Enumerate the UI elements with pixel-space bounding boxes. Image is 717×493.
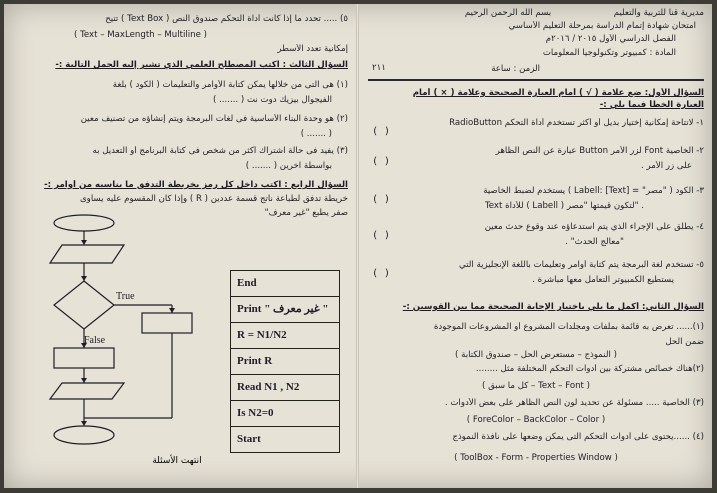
q1-item (368, 146, 704, 171)
answer-mark: ( ) (372, 156, 391, 167)
q2-item (368, 432, 704, 463)
q1-title-2: العبارة الخطأ فيما يلي :- (599, 100, 704, 110)
flow-start-terminal (54, 215, 114, 231)
page-fold (356, 4, 359, 488)
flow-output-parallelogram (50, 383, 124, 399)
exam-term: الفصل الدراسي الأول ٢٠١٥ / ٢٠١٦م (545, 34, 676, 44)
exam-time: الزمن : ساعة (491, 64, 540, 74)
q3-item-text: ( ....... ) (300, 128, 332, 139)
q3-title: السؤال الثالث : اكتب المصطلح العلمي الذي تشير إليه الجمل التالية :- (55, 60, 348, 70)
flow-decision-diamond (54, 281, 114, 329)
q1-item-text: ٢- الخاصية Font لزر الأمر Button عبارة عن النص الظاهر (495, 146, 704, 156)
table-row: R = N1/N2 (231, 323, 339, 349)
flow-end-terminal (54, 426, 114, 444)
q1-item-text: ١- لاتتاحة إمكانية إختيار بديل أو أكثر تستخدم أداة التحكم RadioButton (449, 118, 704, 128)
q2-options: ( النموذج – مستعرض الحل – صندوق الكتابة ) (455, 350, 617, 361)
q3-item (12, 146, 348, 171)
q4-line1: خريطة تدفق لطباعة ناتج قسمة عددين ( R ) وإذا كان المقسوم عليه يساوى (79, 194, 348, 204)
table-row: Print " غير معرف " (231, 297, 339, 323)
q2-item-text: (٣) الخاصية ..... مسئولة عن تحديد لون النص الظاهر على بعض الأدوات . (444, 398, 704, 408)
q2-item (368, 398, 704, 425)
q3-item-text: (٢) هو وحدة البناء الأساسية فى لغات البرمجة ويتم إنشاؤه من تصنيف معين (80, 114, 348, 124)
item5-line2: إمكانية تعدد الأسطر (277, 44, 348, 54)
q4-title: السؤال الرابع : اكتب داخل كل رمز بخريطة التدفق ما يناسبه من أوامر :- (44, 180, 348, 190)
basmala: بسم الله الرحمن الرحيم (464, 8, 552, 18)
commands-table (230, 270, 340, 453)
q2-options: ( ToolBox - Form - Properties Window ) (454, 452, 618, 463)
item5-options: ( Text – MaxLength – Multiline ) (74, 30, 207, 40)
exam-sheet (4, 4, 712, 488)
table-row: End (231, 271, 339, 297)
flow-false-label: False (84, 335, 106, 346)
q1-item-text: على زر الأمر . (641, 160, 692, 171)
q3-item-text: (١) هى التى من خلالها يمكن كتابة الأوامر والتعليمات ( الكود ) بلغة (112, 80, 348, 90)
q3-item (12, 80, 348, 105)
q2-item-text: ضمن الحل (665, 336, 704, 347)
q1-item (368, 186, 704, 211)
q3-item-text: بواسطة آخرين ( ....... ) (245, 160, 332, 171)
q1-item-text: Text للأداة ( Labell ) لتكون قيمتها "مصر" . (485, 200, 644, 211)
q4-line2: صفر يطبع "غير معرف" (264, 208, 348, 218)
flowchart (32, 213, 212, 463)
q2-options: ( كل ما سبق – Text – Font ) (481, 380, 591, 391)
q2-item-text: (٤) ......يحتوى على أدوات التحكم التى يمكن وضعها على نافذة النموذج (452, 432, 704, 442)
q2-options: ( ForeColor – BackColor – Color ) (466, 414, 606, 425)
q1-item-text: ٤- يطلق على الإجراء الذي يتم استدعاؤه عند وقوع حدث معين (484, 222, 704, 232)
flow-input-parallelogram (50, 245, 124, 263)
table-row: Start (237, 433, 261, 445)
table-row: Print R (231, 349, 339, 375)
q1-item-text: "معالج الحدث" . (565, 236, 624, 247)
flow-true-process (142, 313, 192, 333)
q3-item-text: (٣) يفيد فى حالة اشتراك أكثر من شخص فى كتابة البرنامج أو التعديل به (92, 146, 348, 156)
q2-title: السؤال الثاني: أكمل ما يلي باختيار الإجابة الصحيحة مما بين القوسين :- (402, 302, 704, 312)
flow-true-label: True (116, 291, 135, 302)
q2-item (368, 322, 704, 361)
header-divider (368, 79, 704, 81)
footer-end-of-questions: انتهت الأسئلة (152, 456, 202, 466)
answer-mark: ( ) (372, 230, 391, 241)
q1-item-text: ٥- تستخدم لغة البرمجة يتم كتابة أوامر وتعليمات باللغة الإنجليزية التي (458, 260, 704, 270)
answer-mark: ( ) (372, 126, 391, 137)
q1-item-text: ٣- الكود ( "مصر" = Labell: [Text] ) يستخدم لضبط الخاصية (483, 186, 704, 196)
exam-code: ٢١١ (372, 63, 386, 73)
answer-mark: ( ) (372, 268, 391, 279)
exam-title: امتحان شهادة إتمام الدراسة بمرحلة التعليم الأساسي (508, 21, 696, 31)
q3-item-text: الفيجوال بيزيك دوت نت ( ....... ) (212, 94, 332, 105)
flow-false-process (54, 348, 114, 368)
q1-item (368, 222, 704, 247)
q1-item-text: يستطيع الكمبيوتر التعامل معها مباشرة . (532, 274, 674, 285)
item5-line1: ٥) ..... تحدد ما إذا كانت أداة التحكم صندوق النص ( Text Box ) تتيح (105, 14, 348, 24)
answer-mark: ( ) (372, 194, 391, 205)
directorate: مديرية قنا للتربية والتعليم (613, 8, 704, 18)
q2-item (368, 364, 704, 391)
exam-subject: المادة : كمبيوتر وتكنولوجيا المعلومات (542, 48, 676, 58)
q3-item (12, 114, 348, 139)
table-row: Read N1 , N2 (231, 375, 339, 401)
q1-item (368, 260, 704, 285)
q1-item (368, 118, 704, 129)
table-row: Is N2=0 (231, 401, 339, 427)
q1-title: السؤال الأول: ضع علامة ( √ ) أمام العبارة الصحيحة وعلامة ( × ) أمام (412, 88, 704, 98)
q2-item-text: (٢)هناك خصائص مشتركة بين أدوات التحكم المختلفة مثل ........ (475, 364, 704, 374)
q2-item-text: (١)...... تعرض به قائمة بملفات ومجلدات المشروع أو المشروعات الموجودة (433, 322, 704, 332)
